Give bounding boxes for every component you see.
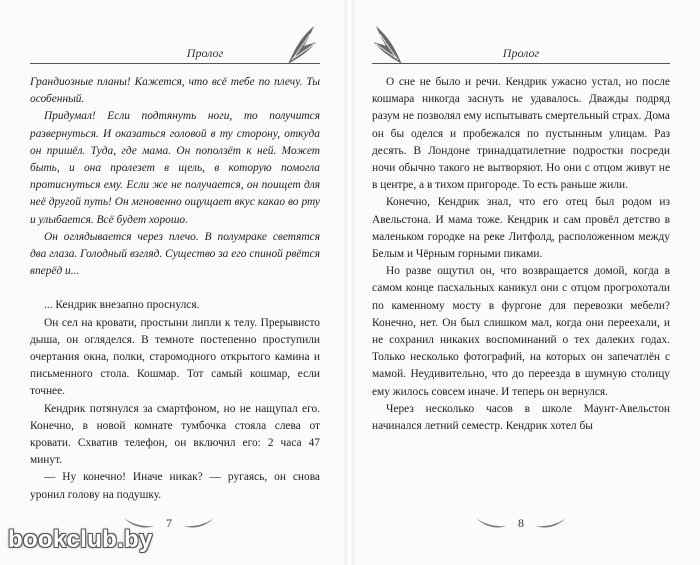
- paragraph: О сне не было и речи. Кендрик ужасно устал, но после кошмара никогда заснуть не удавалось. Дважды подряд разум не позволял ему испытывать смертельный страх. Дома он бы оделся и пробежался по пустынным улицам. Раз десять. В Лондоне тринадцатилетние подростки посреди ночи обычно такого не вытворяют. Но они с отцом живут не в центре, а в тихом пригороде. То есть раньше жили.: [372, 76, 670, 192]
- left-wing-ornament-icon: [284, 22, 318, 66]
- paragraph: Но разве ощутил он, что возвращается домой, когда в самом конце пасхальных каникул они с отцом прогрохотали по каменному мосту в фургоне для перевозки мебели? Конечно, нет. Он был слишком мал, когда они переехали, и не сохранил никаких воспоминаний о тех далеких годах. Только несколько фотографий, на которых он запечатлён с мамой. Неудивительно, что до переезда в шумную столицу ему жилось совсем иначе. И теперь он вернулся.: [372, 265, 670, 398]
- right-page-number: 8: [518, 516, 524, 530]
- right-wing-ornament-icon: [372, 22, 406, 66]
- book-gutter: [345, 0, 354, 565]
- bookclub-watermark: bookclub.by: [8, 526, 153, 553]
- left-running-title: Пролог: [186, 46, 224, 60]
- paragraph: Он сел на кровати, простыни липли к телу. Прерывисто дыша, он огляделся. В темноте постепенно проступили очертания окна, полки, старомодного открытого камина и письменного стола. Кошмар. Тот самый кошмар, если точнее.: [30, 316, 320, 398]
- paragraph: Грандиозные планы! Кажется, что всё тебе по плечу. Ты особенный.: [30, 76, 320, 106]
- paragraph: ... Кендрик внезапно проснулся.: [44, 299, 200, 312]
- right-footer-wing-icon: [534, 516, 568, 530]
- paragraph: Конечно, Кендрик знал, что его отец был родом из Авельстона. И мама тоже. Кендрик и сам провёл детство в маленьком городке на реке Литфолд, расположенном между Белым и Чёрным горными пиками.: [372, 196, 670, 261]
- paragraph: Придумал! Если подтянуть ноги, то получится развернуться. И оказаться головой в ту сторону, откуда он пришёл. Туда, где мама. Он поползёт к ней. Может быть, и она пролезет в щель, в которую помогла протиснуться ему. Если же не получается, он поищет для неё другой путь! Он мгновенно ощущает вкус какао во рту и улыбается. Всё будет хорошо.: [30, 110, 320, 226]
- right-page-header: [372, 38, 670, 64]
- left-page-header: [30, 38, 320, 64]
- left-page: [0, 0, 345, 565]
- right-page-text: [372, 74, 670, 435]
- left-page-number: 7: [166, 516, 172, 530]
- left-header-rule: [30, 63, 320, 64]
- right-running-title: Пролог: [502, 46, 540, 60]
- right-header-rule: [372, 63, 670, 64]
- paragraph: Он оглядывается через плечо. В полумраке светятся два глаза. Голодный взгляд. Существо за его спиной рвётся вперёд и...: [30, 230, 320, 278]
- left-footer-wing-icon: [474, 516, 508, 530]
- paragraph: Кендрик потянулся за смартфоном, но не нащупал его. Конечно, в новой комнате тумбочка стояла слева от кровати. Схватив телефон, он включил его: 2 часа 47 минут.: [30, 402, 320, 467]
- paragraph: — Ну конечно! Иначе никак? — ругаясь, он снова уронил голову на подушку.: [30, 471, 320, 501]
- left-page-text: [30, 74, 320, 504]
- right-page: [354, 0, 700, 565]
- paragraph: Через несколько часов в школе Маунт-Авельстон начинался летний семестр. Кендрик хотел бы: [372, 402, 670, 433]
- right-footer-wing-icon: [182, 516, 216, 530]
